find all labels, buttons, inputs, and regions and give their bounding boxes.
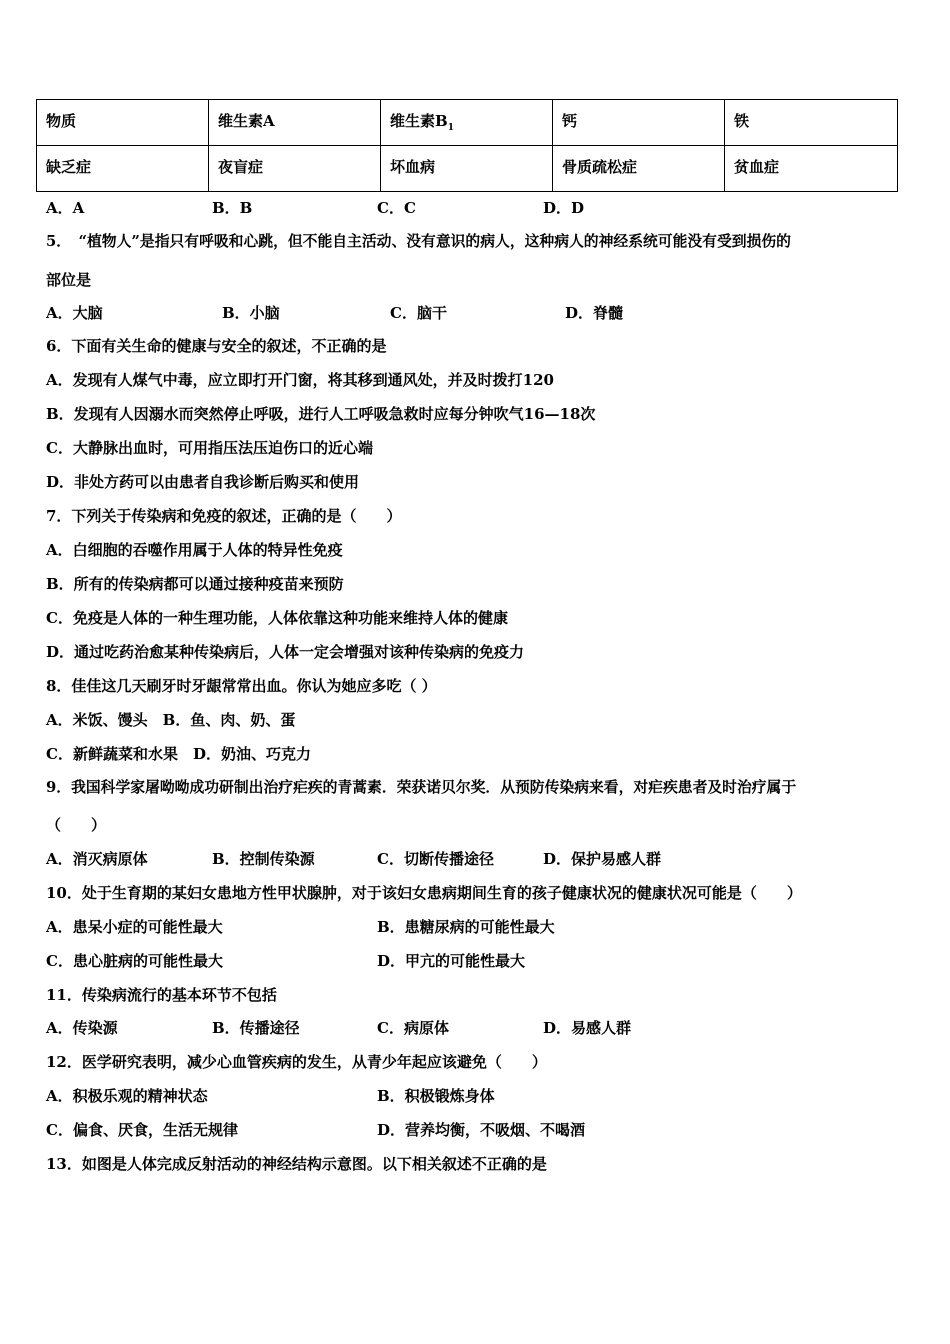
q5-stem-line1: 5． “植物人”是指只有呼吸和心跳，但不能自主活动、没有意识的病人，这种病人的神经系统可能没有受到损伤的 <box>46 233 791 250</box>
q11-stem: 11．传染病流行的基本环节不包括 <box>46 986 277 1004</box>
q10-stem: 10．处于生育期的某妇女患地方性甲状腺肿，对于该妇女患病期间生育的孩子健康状况的健康状况可能是（ ） <box>46 884 802 902</box>
q6-option-d: D．非处方药可以由患者自我诊断后购买和使用 <box>46 473 360 491</box>
table-cell: 物质 <box>37 100 209 146</box>
table-cell: 缺乏症 <box>37 146 209 192</box>
table-row <box>37 146 898 192</box>
q11-option-d: D．易感人群 <box>543 1019 632 1037</box>
q12-option-b: B．积极锻炼身体 <box>377 1087 495 1105</box>
q9-option-d: D．保护易感人群 <box>543 850 662 868</box>
q6-option-a: A．发现有人煤气中毒，应立即打开门窗，将其移到通风处，并及时拨打120 <box>46 371 554 389</box>
q8-options-line1: A．米饭、馒头 B．鱼、肉、奶、蛋 <box>46 711 296 729</box>
q9-option-a: A．消灭病原体 <box>46 850 148 868</box>
q4-option-b: B．B <box>212 199 253 217</box>
q12-option-a: A．积极乐观的精神状态 <box>46 1087 208 1105</box>
q4-option-d: D．D <box>543 199 585 217</box>
table-cell: 维生素A <box>209 100 381 146</box>
q4-option-a: A．A <box>46 199 85 217</box>
q11-option-b: B．传播途径 <box>212 1019 300 1037</box>
q12-stem: 12．医学研究表明，减少心血管疾病的发生，从青少年起应该避免（ ） <box>46 1053 547 1071</box>
q5-option-c: C．脑干 <box>390 304 447 322</box>
q4-option-c: C．C <box>377 199 416 217</box>
q10-option-d: D．甲亢的可能性最大 <box>377 952 526 970</box>
q7-option-b: B．所有的传染病都可以通过接种疫苗来预防 <box>46 575 344 593</box>
q11-option-c: C．病原体 <box>377 1019 449 1037</box>
table-cell: 夜盲症 <box>209 146 381 192</box>
q12-option-c: C．偏食、厌食，生活无规律 <box>46 1121 238 1139</box>
q9-stem-line2: （ ） <box>46 816 107 834</box>
q11-option-a: A．传染源 <box>46 1019 118 1037</box>
q5-option-a: A．大脑 <box>46 304 103 322</box>
q13-stem: 13．如图是人体完成反射活动的神经结构示意图。以下相关叙述不正确的是 <box>46 1155 547 1173</box>
q7-option-d: D．通过吃药治愈某种传染病后，人体一定会增强对该种传染病的免疫力 <box>46 643 525 661</box>
table-cell: 钙 <box>553 100 725 146</box>
q10-option-c: C．患心脏病的可能性最大 <box>46 952 223 970</box>
table-cell: 贫血症 <box>725 146 898 192</box>
q5-option-b: B．小脑 <box>222 304 280 322</box>
q9-stem-line1: 9．我国科学家屠呦呦成功研制出治疗疟疾的青蒿素．荣获诺贝尔奖．从预防传染病来看，对疟疾患者及时治疗属于 <box>46 779 797 796</box>
table-cell: 维生素$B_1$ <box>381 100 553 146</box>
table-row <box>37 100 898 146</box>
q7-option-a: A．白细胞的吞噬作用属于人体的特异性免疫 <box>46 541 343 559</box>
table-cell: 铁 <box>725 100 898 146</box>
q6-option-b: B．发现有人因溺水而突然停止呼吸，进行人工呼吸急救时应每分钟吹气16—18次 <box>46 405 596 423</box>
table-cell: 坏血病 <box>381 146 553 192</box>
q6-stem: 6．下面有关生命的健康与安全的叙述，不正确的是 <box>46 337 387 355</box>
q10-option-b: B．患糖尿病的可能性最大 <box>377 918 555 936</box>
vitamin-mineral-table <box>36 99 898 192</box>
q8-stem: 8．佳佳这几天刷牙时牙龈常常出血。你认为她应多吃（ ） <box>46 677 437 695</box>
q9-option-b: B．控制传染源 <box>212 850 315 868</box>
q5-option-d: D．脊髓 <box>565 304 624 322</box>
q5-stem-line2: 部位是 <box>46 271 92 289</box>
q6-option-c: C．大静脉出血时，可用指压法压迫伤口的近心端 <box>46 439 373 457</box>
q10-option-a: A．患呆小症的可能性最大 <box>46 918 223 936</box>
table-cell: 骨质疏松症 <box>553 146 725 192</box>
q8-options-line2: C．新鲜蔬菜和水果 D．奶油、巧克力 <box>46 745 311 763</box>
q9-option-c: C．切断传播途径 <box>377 850 494 868</box>
q7-stem: 7．下列关于传染病和免疫的叙述，正确的是（ ） <box>46 507 402 525</box>
q7-option-c: C．免疫是人体的一种生理功能，人体依靠这种功能来维持人体的健康 <box>46 609 508 627</box>
q12-option-d: D．营养均衡，不吸烟、不喝酒 <box>377 1121 586 1139</box>
